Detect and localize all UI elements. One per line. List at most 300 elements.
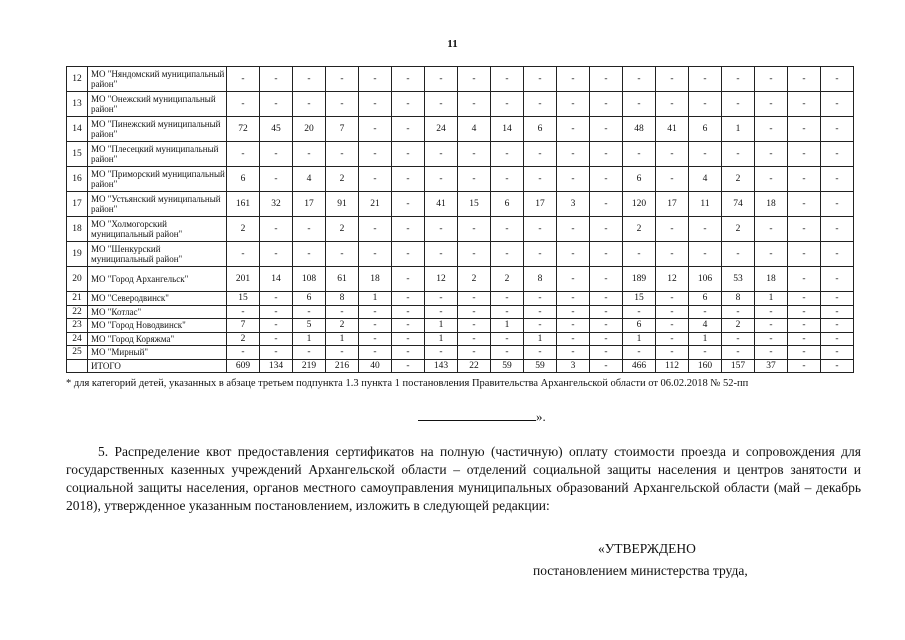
- quota-value: -: [821, 242, 854, 267]
- quota-value: 1: [524, 332, 557, 346]
- quota-value: -: [260, 67, 293, 92]
- quota-value: -: [821, 167, 854, 192]
- quota-value: -: [755, 167, 788, 192]
- quota-value: -: [425, 242, 458, 267]
- municipality-name: МО "Котлас": [88, 305, 227, 319]
- quota-value: -: [425, 167, 458, 192]
- quota-value: 6: [293, 292, 326, 306]
- quota-value: 6: [623, 167, 656, 192]
- quota-value: 61: [326, 267, 359, 292]
- municipality-name: МО "Холмогорский муниципальный район": [88, 217, 227, 242]
- quota-value: 15: [227, 292, 260, 306]
- quota-value: 189: [623, 267, 656, 292]
- quota-value: -: [821, 359, 854, 373]
- quota-value: -: [392, 167, 425, 192]
- quota-value: -: [590, 142, 623, 167]
- quota-value: 2: [326, 217, 359, 242]
- quota-value: -: [425, 92, 458, 117]
- quota-value: -: [326, 142, 359, 167]
- quota-value: -: [392, 92, 425, 117]
- quota-value: -: [392, 242, 425, 267]
- table-row: [67, 332, 854, 346]
- quota-value: -: [458, 292, 491, 306]
- quota-value: -: [557, 305, 590, 319]
- table-footnote: * для категорий детей, указанных в абзаце третьем подпункта 1.3 пункта 1 постановления Правительства Архангельской области от 06.02.2018 № 52-пп: [66, 378, 749, 389]
- quota-value: 59: [491, 359, 524, 373]
- quota-value: -: [557, 92, 590, 117]
- quota-value: 143: [425, 359, 458, 373]
- quota-value: -: [788, 267, 821, 292]
- quota-value: 2: [227, 332, 260, 346]
- paragraph-5: 5. Распределение квот предоставления сертификатов на полную (частичную) оплату стоимости проезда и сопровождения для государственных казенных учреждений Архангельской области – отделений социальной защиты населения и центров занятости и социальной защиты населения, органов местного самоуправления муниципальных образований Архангельской области (май – декабрь 2018), утвержденное указанным постановлением, изложить в следующей редакции:: [66, 444, 861, 513]
- table-row: [67, 217, 854, 242]
- quota-value: -: [227, 346, 260, 360]
- quota-value: -: [260, 217, 293, 242]
- table-row: [67, 242, 854, 267]
- quota-value: -: [260, 142, 293, 167]
- quota-value: -: [689, 346, 722, 360]
- quota-value: -: [788, 292, 821, 306]
- quota-value: -: [689, 92, 722, 117]
- quota-value: -: [359, 117, 392, 142]
- quota-value: -: [326, 242, 359, 267]
- quota-value: -: [359, 305, 392, 319]
- quota-value: -: [524, 167, 557, 192]
- quota-value: -: [623, 92, 656, 117]
- quota-value: -: [326, 92, 359, 117]
- quota-value: -: [689, 305, 722, 319]
- quota-value: 59: [524, 359, 557, 373]
- table-row: [67, 92, 854, 117]
- quota-value: -: [458, 346, 491, 360]
- quota-value: 6: [689, 117, 722, 142]
- quota-value: -: [689, 142, 722, 167]
- quota-value: -: [722, 67, 755, 92]
- quota-value: 41: [656, 117, 689, 142]
- quota-value: 37: [755, 359, 788, 373]
- quota-value: 32: [260, 192, 293, 217]
- quota-value: 18: [755, 267, 788, 292]
- quota-value: 1: [722, 117, 755, 142]
- quota-value: -: [359, 319, 392, 333]
- quota-value: 3: [557, 192, 590, 217]
- quota-distribution-table: [66, 66, 854, 373]
- quota-value: -: [260, 319, 293, 333]
- quota-value: -: [821, 217, 854, 242]
- quota-value: 24: [425, 117, 458, 142]
- quota-value: -: [524, 92, 557, 117]
- quota-value: -: [392, 192, 425, 217]
- quota-value: 2: [227, 217, 260, 242]
- quota-value: 6: [689, 292, 722, 306]
- quota-value: -: [458, 92, 491, 117]
- page-number: 11: [447, 38, 458, 50]
- quota-value: 2: [722, 319, 755, 333]
- quota-value: -: [392, 67, 425, 92]
- municipality-name: МО "Плесецкий муниципальный район": [88, 142, 227, 167]
- quota-value: -: [491, 292, 524, 306]
- quota-value: 609: [227, 359, 260, 373]
- municipality-name: МО "Город Новодвинск": [88, 319, 227, 333]
- quota-value: -: [491, 305, 524, 319]
- quota-value: -: [623, 346, 656, 360]
- quota-value: -: [755, 92, 788, 117]
- quota-value: 6: [491, 192, 524, 217]
- municipality-name: МО "Пинежский муниципальный район": [88, 117, 227, 142]
- row-number: 22: [67, 305, 88, 319]
- closing-line: [418, 409, 546, 425]
- quota-value: 15: [458, 192, 491, 217]
- quota-value: -: [326, 67, 359, 92]
- quota-value: -: [557, 67, 590, 92]
- quota-value: -: [623, 142, 656, 167]
- row-number: 13: [67, 92, 88, 117]
- quota-value: -: [392, 217, 425, 242]
- quota-value: -: [656, 332, 689, 346]
- quota-value: 160: [689, 359, 722, 373]
- quota-value: -: [293, 142, 326, 167]
- quota-value: -: [557, 117, 590, 142]
- quota-value: -: [788, 142, 821, 167]
- quota-value: 8: [326, 292, 359, 306]
- quota-value: -: [788, 332, 821, 346]
- quota-value: -: [425, 305, 458, 319]
- quota-value: -: [689, 242, 722, 267]
- quota-value: -: [458, 67, 491, 92]
- quota-value: -: [326, 305, 359, 319]
- row-number: 23: [67, 319, 88, 333]
- quota-value: 4: [458, 117, 491, 142]
- table-row: [67, 346, 854, 360]
- row-number: [67, 359, 88, 373]
- quota-value: -: [293, 242, 326, 267]
- quota-value: -: [425, 142, 458, 167]
- quota-value: -: [392, 292, 425, 306]
- quota-value: -: [359, 142, 392, 167]
- quota-value: 8: [722, 292, 755, 306]
- quota-value: -: [656, 292, 689, 306]
- quota-value: 22: [458, 359, 491, 373]
- quota-value: -: [260, 332, 293, 346]
- quota-value: 17: [656, 192, 689, 217]
- quota-value: -: [425, 67, 458, 92]
- quota-value: 45: [260, 117, 293, 142]
- quota-value: -: [524, 346, 557, 360]
- quota-value: 4: [689, 167, 722, 192]
- quota-value: -: [590, 92, 623, 117]
- quota-value: -: [821, 67, 854, 92]
- quota-value: -: [557, 167, 590, 192]
- row-number: 25: [67, 346, 88, 360]
- quota-value: -: [755, 242, 788, 267]
- row-number: 24: [67, 332, 88, 346]
- quota-value: -: [656, 217, 689, 242]
- quota-value: -: [755, 332, 788, 346]
- quota-value: 1: [425, 332, 458, 346]
- quota-value: -: [722, 92, 755, 117]
- quota-value: -: [590, 292, 623, 306]
- quota-value: -: [359, 67, 392, 92]
- quota-value: 2: [623, 217, 656, 242]
- municipality-name: МО "Город Коряжма": [88, 332, 227, 346]
- quota-value: -: [260, 305, 293, 319]
- quota-value: -: [293, 67, 326, 92]
- quota-value: -: [458, 142, 491, 167]
- quota-value: 17: [524, 192, 557, 217]
- quota-value: -: [491, 242, 524, 267]
- quota-value: -: [293, 305, 326, 319]
- quota-value: 17: [293, 192, 326, 217]
- quota-value: -: [491, 332, 524, 346]
- municipality-name: МО "Мирный": [88, 346, 227, 360]
- table-row: [67, 305, 854, 319]
- quota-value: 1: [491, 319, 524, 333]
- quota-value: -: [788, 117, 821, 142]
- quota-value: -: [359, 346, 392, 360]
- municipality-name: МО "Шенкурский муниципальный район": [88, 242, 227, 267]
- quota-value: -: [788, 305, 821, 319]
- table-row: [67, 292, 854, 306]
- quota-value: 120: [623, 192, 656, 217]
- quota-value: -: [227, 305, 260, 319]
- quota-value: -: [590, 117, 623, 142]
- quota-value: -: [392, 142, 425, 167]
- quota-value: 21: [359, 192, 392, 217]
- quota-value: -: [458, 332, 491, 346]
- table-row: [67, 142, 854, 167]
- quota-value: -: [722, 142, 755, 167]
- table-row: [67, 267, 854, 292]
- quota-value: -: [524, 142, 557, 167]
- approval-title: «УТВЕРЖДЕНО: [598, 541, 696, 556]
- quota-value: -: [722, 242, 755, 267]
- quota-value: -: [425, 292, 458, 306]
- quota-value: 1: [689, 332, 722, 346]
- quota-value: -: [656, 67, 689, 92]
- quota-value: -: [689, 217, 722, 242]
- quota-value: -: [689, 67, 722, 92]
- quota-value: -: [788, 346, 821, 360]
- quota-value: -: [623, 242, 656, 267]
- quota-value: -: [524, 292, 557, 306]
- quota-value: 1: [623, 332, 656, 346]
- total-row: [67, 359, 854, 373]
- closing-mark: ».: [536, 409, 546, 424]
- quota-value: -: [656, 242, 689, 267]
- row-number: 19: [67, 242, 88, 267]
- quota-value: 53: [722, 267, 755, 292]
- quota-value: 7: [227, 319, 260, 333]
- row-number: 16: [67, 167, 88, 192]
- quota-value: -: [590, 192, 623, 217]
- quota-value: -: [590, 67, 623, 92]
- quota-value: -: [425, 217, 458, 242]
- quota-value: -: [326, 346, 359, 360]
- quota-value: -: [788, 92, 821, 117]
- quota-value: -: [788, 67, 821, 92]
- quota-value: -: [293, 92, 326, 117]
- quota-value: 106: [689, 267, 722, 292]
- quota-value: -: [260, 167, 293, 192]
- quota-value: -: [590, 242, 623, 267]
- table-body: [67, 67, 854, 373]
- quota-value: -: [359, 217, 392, 242]
- quota-value: -: [821, 292, 854, 306]
- quota-value: 91: [326, 192, 359, 217]
- quota-value: 1: [326, 332, 359, 346]
- quota-value: 1: [293, 332, 326, 346]
- quota-value: 108: [293, 267, 326, 292]
- quota-value: -: [359, 92, 392, 117]
- quota-value: -: [392, 359, 425, 373]
- quota-value: -: [788, 242, 821, 267]
- quota-value: -: [524, 217, 557, 242]
- quota-value: 18: [755, 192, 788, 217]
- quota-value: -: [821, 192, 854, 217]
- quota-value: 41: [425, 192, 458, 217]
- quota-value: 2: [491, 267, 524, 292]
- quota-value: 72: [227, 117, 260, 142]
- quota-value: 6: [227, 167, 260, 192]
- quota-value: -: [392, 346, 425, 360]
- row-number: 17: [67, 192, 88, 217]
- quota-value: 8: [524, 267, 557, 292]
- quota-value: -: [590, 359, 623, 373]
- quota-value: -: [557, 292, 590, 306]
- quota-value: -: [392, 305, 425, 319]
- quota-value: -: [590, 167, 623, 192]
- quota-value: -: [491, 167, 524, 192]
- municipality-name: МО "Няндомский муниципальный район": [88, 67, 227, 92]
- quota-value: -: [557, 242, 590, 267]
- quota-value: -: [656, 142, 689, 167]
- municipality-name: МО "Приморский муниципальный район": [88, 167, 227, 192]
- quota-value: -: [755, 346, 788, 360]
- quota-value: -: [458, 305, 491, 319]
- quota-value: 466: [623, 359, 656, 373]
- quota-value: -: [491, 142, 524, 167]
- quota-value: -: [293, 217, 326, 242]
- quota-value: -: [524, 67, 557, 92]
- quota-value: 4: [689, 319, 722, 333]
- quota-value: -: [359, 167, 392, 192]
- quota-value: -: [491, 346, 524, 360]
- quota-value: -: [458, 242, 491, 267]
- quota-value: 1: [425, 319, 458, 333]
- quota-value: 48: [623, 117, 656, 142]
- quota-value: 40: [359, 359, 392, 373]
- quota-value: 12: [425, 267, 458, 292]
- quota-value: 112: [656, 359, 689, 373]
- quota-value: -: [392, 117, 425, 142]
- quota-value: 2: [722, 217, 755, 242]
- quota-value: -: [524, 319, 557, 333]
- municipality-name: ИТОГО: [88, 359, 227, 373]
- quota-value: -: [425, 346, 458, 360]
- row-number: 14: [67, 117, 88, 142]
- municipality-name: МО "Устьянский муниципальный район": [88, 192, 227, 217]
- quota-value: -: [491, 92, 524, 117]
- quota-value: 2: [326, 319, 359, 333]
- quota-value: -: [359, 242, 392, 267]
- quota-value: -: [392, 332, 425, 346]
- table-row: [67, 117, 854, 142]
- quota-value: -: [590, 332, 623, 346]
- quota-value: -: [821, 117, 854, 142]
- quota-value: 2: [326, 167, 359, 192]
- quota-value: -: [656, 92, 689, 117]
- quota-value: -: [458, 217, 491, 242]
- quota-value: 4: [293, 167, 326, 192]
- row-number: 20: [67, 267, 88, 292]
- quota-value: 201: [227, 267, 260, 292]
- quota-value: 2: [722, 167, 755, 192]
- quota-value: 6: [524, 117, 557, 142]
- quota-value: -: [458, 319, 491, 333]
- quota-value: -: [227, 242, 260, 267]
- quota-value: -: [227, 142, 260, 167]
- quota-value: -: [491, 67, 524, 92]
- quota-value: -: [392, 267, 425, 292]
- table-row: [67, 319, 854, 333]
- quota-value: 161: [227, 192, 260, 217]
- quota-value: -: [788, 359, 821, 373]
- quota-value: -: [557, 142, 590, 167]
- quota-value: -: [227, 67, 260, 92]
- quota-value: -: [821, 346, 854, 360]
- quota-value: 6: [623, 319, 656, 333]
- quota-value: -: [755, 117, 788, 142]
- table-row: [67, 67, 854, 92]
- quota-value: -: [623, 305, 656, 319]
- quota-value: -: [755, 67, 788, 92]
- quota-value: -: [722, 332, 755, 346]
- quota-value: -: [557, 346, 590, 360]
- quota-value: -: [755, 319, 788, 333]
- quota-value: 3: [557, 359, 590, 373]
- quota-value: 12: [656, 267, 689, 292]
- quota-value: -: [788, 319, 821, 333]
- quota-value: -: [524, 242, 557, 267]
- quota-value: -: [557, 267, 590, 292]
- quota-value: -: [392, 319, 425, 333]
- quota-value: 1: [359, 292, 392, 306]
- quota-value: -: [788, 167, 821, 192]
- quota-value: 15: [623, 292, 656, 306]
- quota-value: -: [557, 217, 590, 242]
- quota-value: -: [722, 305, 755, 319]
- row-number: 21: [67, 292, 88, 306]
- row-number: 15: [67, 142, 88, 167]
- quota-value: 11: [689, 192, 722, 217]
- quota-value: -: [722, 346, 755, 360]
- municipality-name: МО "Город Архангельск": [88, 267, 227, 292]
- quota-value: 7: [326, 117, 359, 142]
- quota-value: 157: [722, 359, 755, 373]
- quota-value: -: [260, 292, 293, 306]
- quota-value: -: [821, 142, 854, 167]
- quota-value: 18: [359, 267, 392, 292]
- quota-value: -: [821, 332, 854, 346]
- quota-value: -: [755, 305, 788, 319]
- quota-value: -: [821, 319, 854, 333]
- table-row: [67, 167, 854, 192]
- quota-value: -: [590, 217, 623, 242]
- quota-value: -: [788, 217, 821, 242]
- quota-value: 14: [491, 117, 524, 142]
- quota-value: -: [590, 267, 623, 292]
- quota-value: 5: [293, 319, 326, 333]
